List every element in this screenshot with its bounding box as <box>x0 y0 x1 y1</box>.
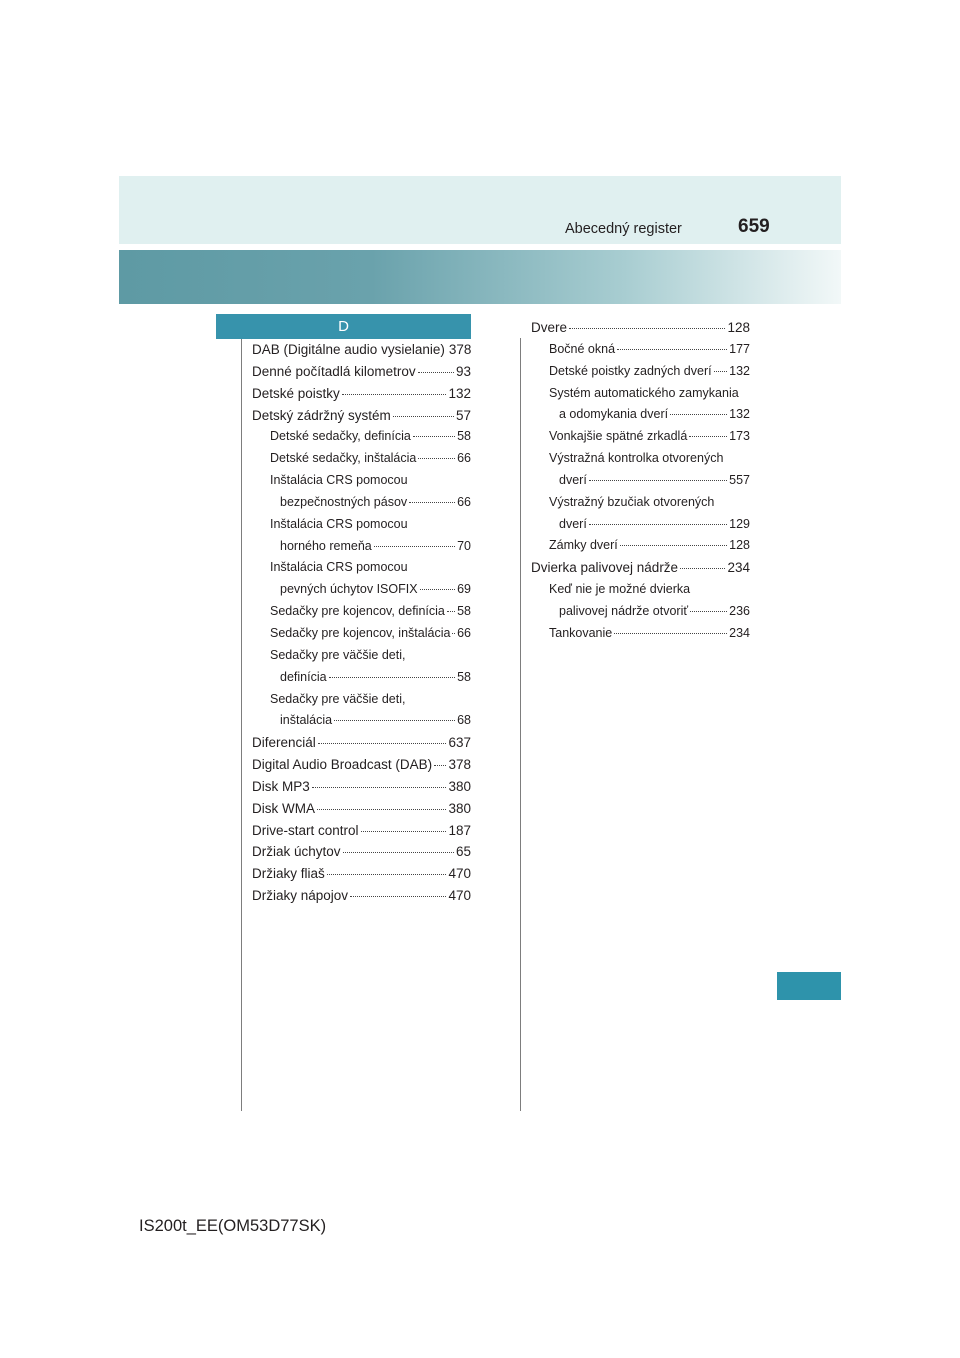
index-subentry-line: Inštalácia CRS pomocou <box>270 473 408 488</box>
index-subentry[interactable]: Sedačky pre kojencov, definícia 58 <box>252 601 471 623</box>
index-subentry[interactable]: dverí 557 <box>531 470 750 492</box>
index-subentry[interactable]: dverí 129 <box>531 514 750 536</box>
index-subentry-line: Inštalácia CRS pomocou <box>270 560 408 575</box>
index-subentry-line: Výstražný bzučiak otvorených <box>549 494 715 509</box>
footer-model-code: IS200t_EE(OM53D77SK) <box>139 1217 327 1235</box>
index-subentry[interactable]: palivovej nádrže otvoriť 236 <box>531 601 750 623</box>
index-subentry[interactable]: inštalácia 68 <box>252 710 471 732</box>
left-index-column <box>252 339 471 907</box>
index-entry[interactable]: Digital Audio Broadcast (DAB) 378 <box>252 754 471 776</box>
index-entry[interactable]: Držiaky nápojov 470 <box>252 885 471 907</box>
index-subentry[interactable]: Detské sedačky, definícia 58 <box>252 426 471 448</box>
left-column-divider <box>241 338 242 1111</box>
index-subentry[interactable]: horného remeňa 70 <box>252 536 471 558</box>
index-subentry[interactable]: a odomykania dverí 132 <box>531 404 750 426</box>
index-subentry[interactable]: Zámky dverí 128 <box>531 535 750 557</box>
index-subentry-line: Sedačky pre väčšie deti, <box>270 691 406 706</box>
right-column-divider <box>520 338 521 1111</box>
index-subentry[interactable]: Vonkajšie spätné zrkadlá 173 <box>531 426 750 448</box>
index-entry[interactable]: Drive-start control 187 <box>252 820 471 842</box>
index-subentry-line: Systém automatického zamykania <box>549 385 739 400</box>
index-entry[interactable]: Disk MP3 380 <box>252 776 471 798</box>
index-entry[interactable]: Držiak úchytov 65 <box>252 841 471 863</box>
index-subentry-line: Sedačky pre väčšie deti, <box>270 647 406 662</box>
chapter-side-tab <box>777 972 841 1000</box>
index-entry[interactable]: Diferenciál 637 <box>252 732 471 754</box>
index-entry[interactable]: Detské poistky 132 <box>252 383 471 405</box>
index-subentry-line: Keď nie je možné dvierka <box>549 582 691 597</box>
index-subentry[interactable]: Tankovanie 234 <box>531 623 750 645</box>
index-entry[interactable]: Držiaky fliaš 470 <box>252 863 471 885</box>
right-index-column <box>531 317 750 645</box>
index-subentry[interactable]: bezpečnostných pásov 66 <box>252 492 471 514</box>
index-subentry-line: Výstražná kontrolka otvorených <box>549 451 724 466</box>
index-subentry-line: Inštalácia CRS pomocou <box>270 516 408 531</box>
header-band <box>119 176 841 244</box>
index-subentry[interactable]: Bočné okná 177 <box>531 339 750 361</box>
header-gradient-band <box>119 250 841 304</box>
index-entry[interactable]: Disk WMA 380 <box>252 798 471 820</box>
header-title: Abecedný register <box>565 221 682 237</box>
index-subentry[interactable]: Sedačky pre kojencov, inštalácia 66 <box>252 623 471 645</box>
page-number: 659 <box>738 216 770 237</box>
index-entry[interactable]: DAB (Digitálne audio vysielanie) 378 <box>252 342 472 357</box>
index-entry[interactable]: Denné počítadlá kilometrov 93 <box>252 361 471 383</box>
index-subentry[interactable]: pevných úchytov ISOFIX 69 <box>252 579 471 601</box>
index-subentry[interactable]: definícia 58 <box>252 667 471 689</box>
index-entry[interactable]: Detský zádržný systém 57 <box>252 405 471 427</box>
section-letter-header: D <box>216 314 471 339</box>
index-entry[interactable]: Dvere 128 <box>531 317 750 339</box>
index-subentry[interactable]: Detské poistky zadných dverí 132 <box>531 361 750 383</box>
index-entry[interactable]: Dvierka palivovej nádrže 234 <box>531 557 750 579</box>
index-subentry[interactable]: Detské sedačky, inštalácia 66 <box>252 448 471 470</box>
